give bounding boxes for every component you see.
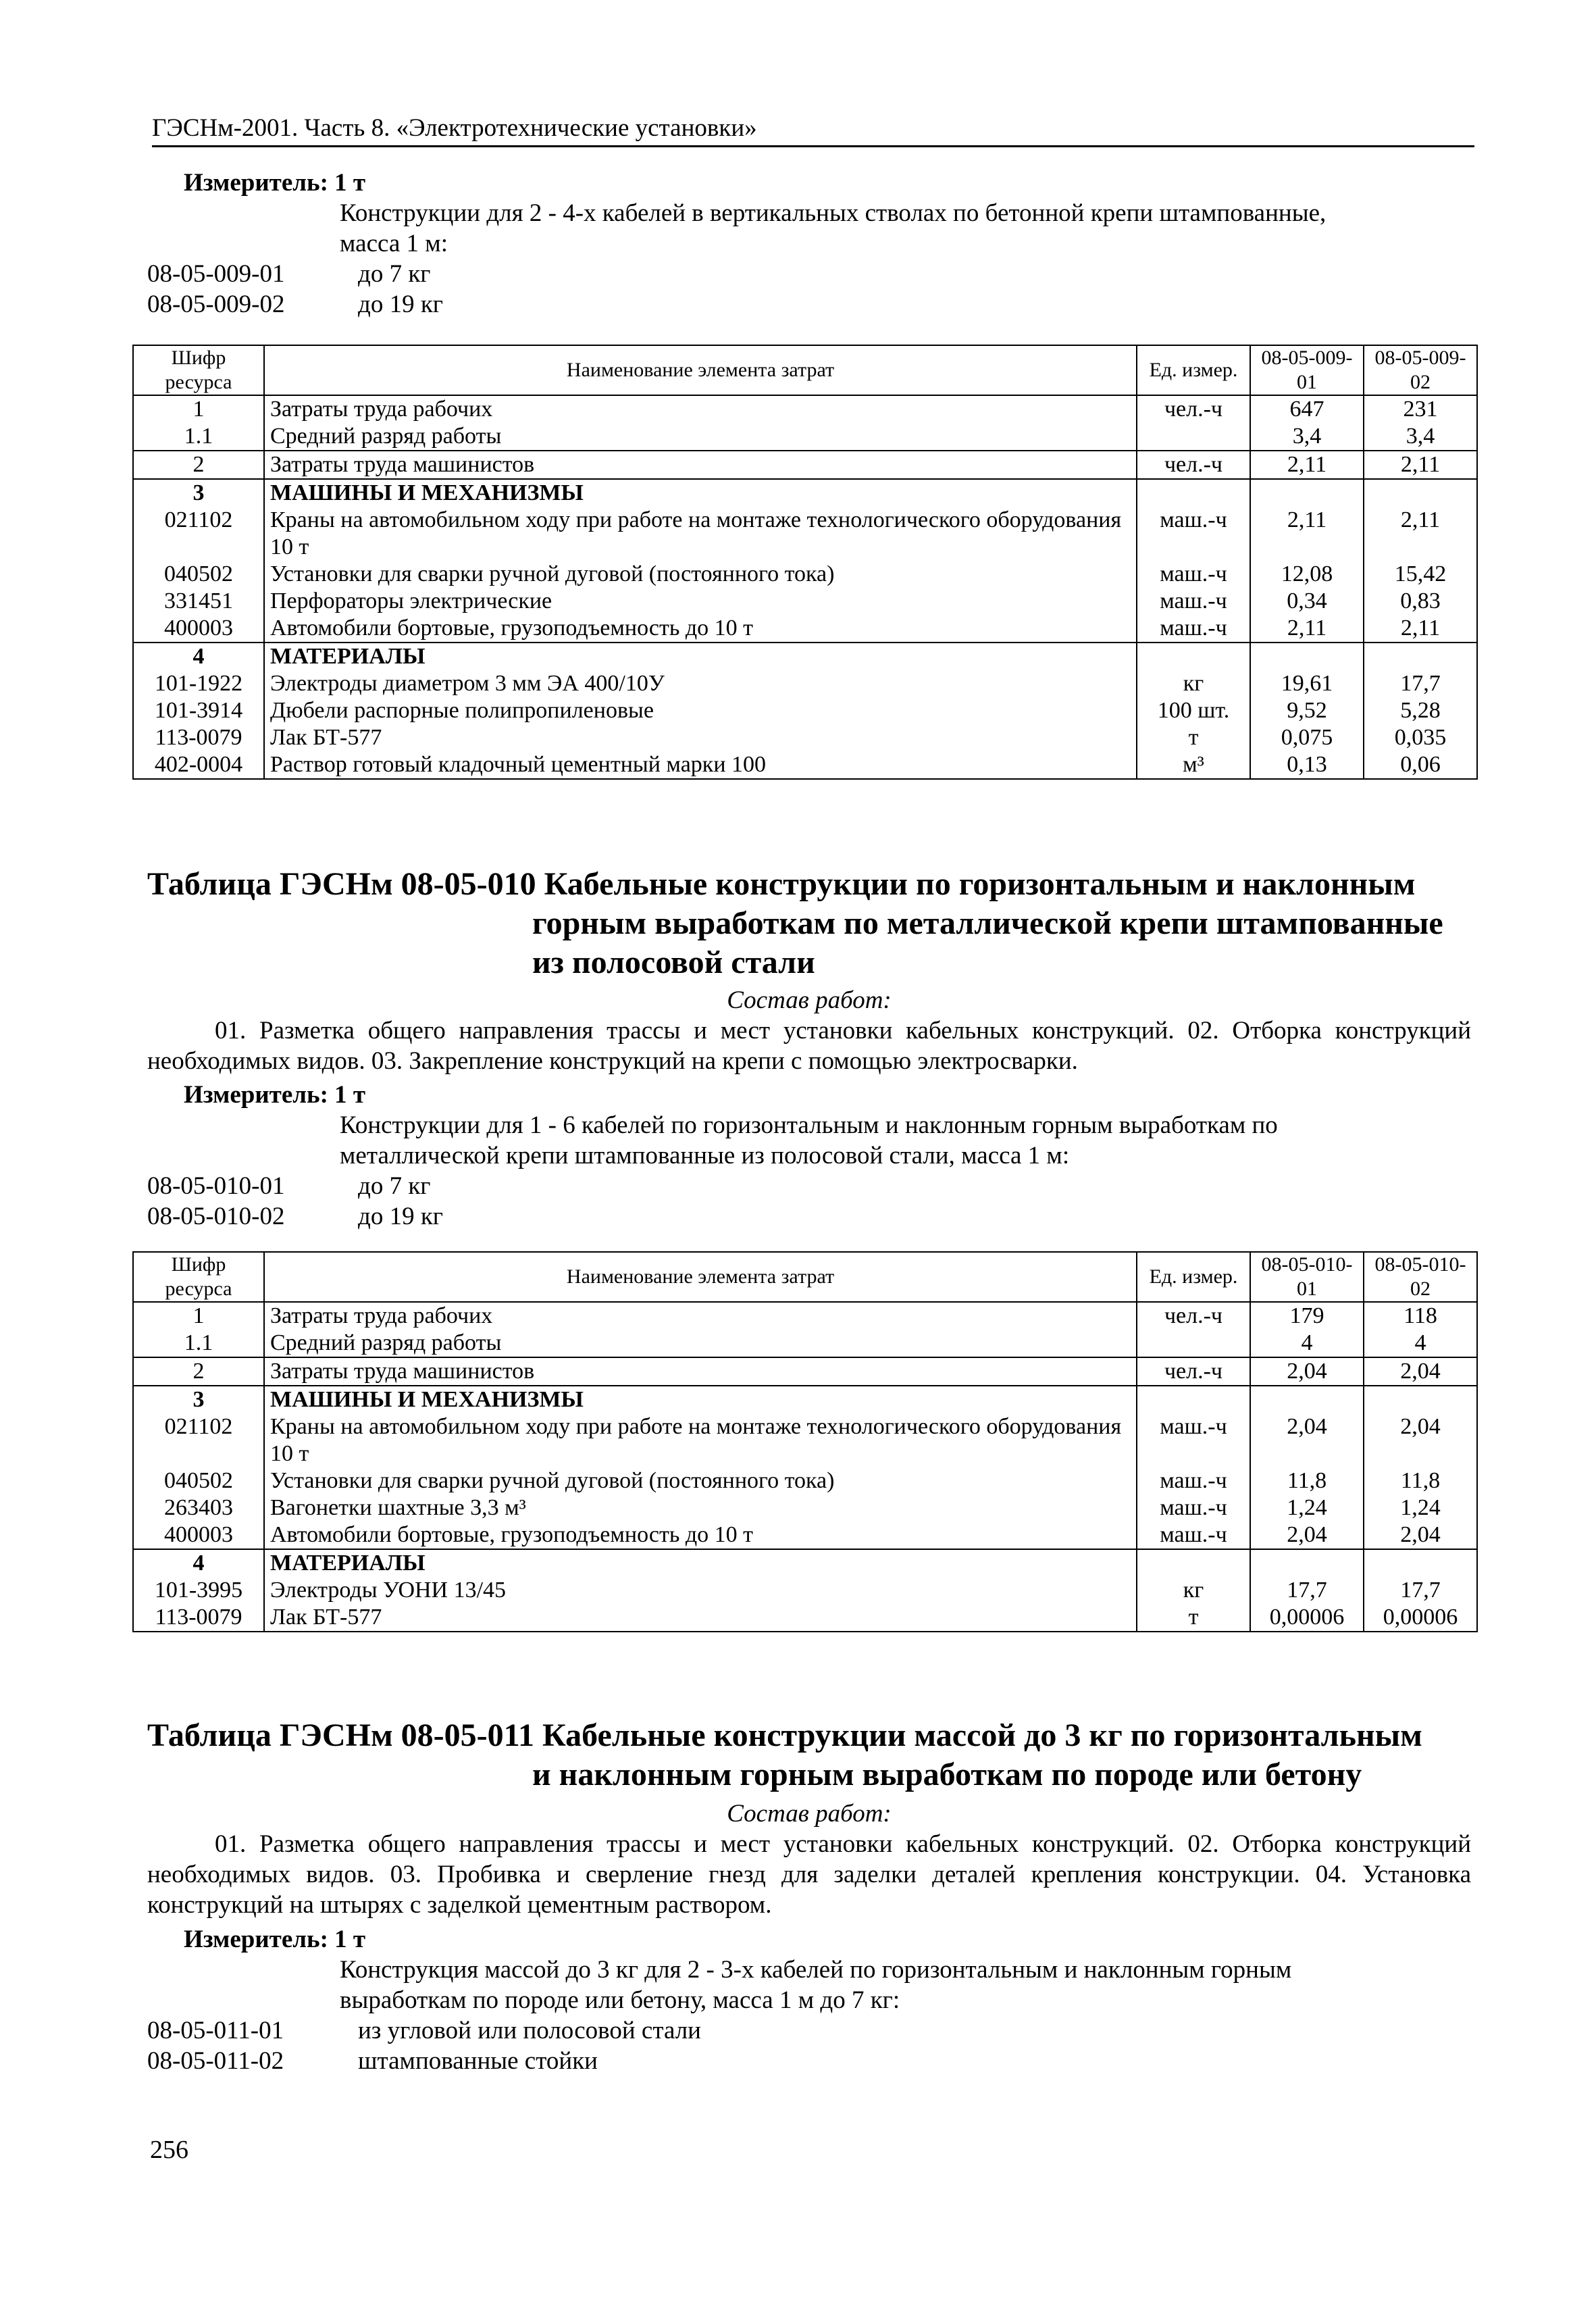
cell-name: Перфораторы электрические <box>264 588 1137 615</box>
cell-code: 2 <box>133 451 264 479</box>
cell-value-2 <box>1364 1386 1477 1413</box>
cell-name: Краны на автомобильном ходу при работе на монтаже технологического оборудования 10 т <box>264 507 1137 561</box>
cell-name: Средний разряд работы <box>264 423 1137 451</box>
cell-name: Лак БТ-577 <box>264 1604 1137 1632</box>
norm-code-text: штампованные стойки <box>358 2047 598 2075</box>
table-row <box>133 507 1477 561</box>
norm-code-row <box>147 289 1471 320</box>
header-unit: Ед. измер. <box>1137 345 1250 395</box>
cell-value-1: 2,11 <box>1250 615 1364 643</box>
measure-label: Измеритель: 1 т <box>184 1926 366 1953</box>
cell-value-1: 0,34 <box>1250 588 1364 615</box>
measure-description: Конструкции для 2 - 4-х кабелей в вертикальных стволах по бетонной крепи штампованные, <box>340 199 1327 227</box>
table-row <box>133 697 1477 724</box>
work-composition-3 <box>147 1799 1471 1920</box>
cell-value-2: 0,00006 <box>1364 1604 1477 1632</box>
cell-value-2: 5,28 <box>1364 697 1477 724</box>
cell-unit: м³ <box>1137 751 1250 779</box>
cell-unit: т <box>1137 724 1250 751</box>
table-title-3 <box>147 1716 1485 1794</box>
cell-value-2: 17,7 <box>1364 670 1477 697</box>
cell-value-1: 19,61 <box>1250 670 1364 697</box>
work-composition-title: Состав работ: <box>727 986 892 1014</box>
header-name: Наименование элемента затрат <box>264 345 1137 395</box>
cell-value-1 <box>1250 643 1364 670</box>
cell-code: 4 <box>133 1549 264 1577</box>
resource-table-1 <box>132 345 1478 780</box>
norm-code: 08-05-010-01 <box>147 1172 285 1200</box>
norm-code-row <box>147 2015 1471 2046</box>
cell-code: 400003 <box>133 615 264 643</box>
table-row <box>133 1494 1477 1521</box>
cell-unit <box>1137 1549 1250 1577</box>
measure-block-1 <box>147 168 1471 320</box>
cell-value-2: 2,04 <box>1364 1357 1477 1386</box>
cell-unit: кг <box>1137 670 1250 697</box>
table-row <box>133 451 1477 479</box>
header-name: Наименование элемента затрат <box>264 1252 1137 1302</box>
table-row <box>133 588 1477 615</box>
cell-value-2: 231 <box>1364 395 1477 423</box>
work-composition-text: 01. Разметка общего направления трассы и мест установки кабельных конструкций. 02. Отборка конструкций необходимых видов. 03. Закрепление конструкций на крепи с помощью электросварки. <box>147 1017 1471 1075</box>
cell-unit: 100 шт. <box>1137 697 1250 724</box>
cell-code: 040502 <box>133 561 264 588</box>
norm-code-text: до 19 кг <box>358 291 443 318</box>
resource-table-2 <box>132 1251 1478 1632</box>
cell-unit: т <box>1137 1604 1250 1632</box>
cell-value-1: 3,4 <box>1250 423 1364 451</box>
table-header-row <box>133 1252 1477 1302</box>
cell-unit: чел.-ч <box>1137 451 1250 479</box>
cell-value-1 <box>1250 1549 1364 1577</box>
cell-value-1: 9,52 <box>1250 697 1364 724</box>
cell-code: 040502 <box>133 1467 264 1494</box>
cell-unit <box>1137 1330 1250 1357</box>
table-row <box>133 643 1477 670</box>
norm-code: 08-05-009-02 <box>147 291 285 318</box>
cell-name: Лак БТ-577 <box>264 724 1137 751</box>
cell-code: 021102 <box>133 507 264 561</box>
cell-unit: маш.-ч <box>1137 1521 1250 1549</box>
cell-value-1: 647 <box>1250 395 1364 423</box>
cell-name: Автомобили бортовые, грузоподъемность до 10 т <box>264 1521 1137 1549</box>
cell-value-2: 2,11 <box>1364 615 1477 643</box>
cell-value-1: 2,04 <box>1250 1357 1364 1386</box>
table-row <box>133 751 1477 779</box>
measure-block-2 <box>147 1080 1471 1232</box>
cell-unit: чел.-ч <box>1137 395 1250 423</box>
table-row <box>133 395 1477 423</box>
cell-name: Установки для сварки ручной дуговой (постоянного тока) <box>264 561 1137 588</box>
cell-value-2: 1,24 <box>1364 1494 1477 1521</box>
cell-value-1 <box>1250 479 1364 507</box>
cell-unit: чел.-ч <box>1137 1357 1250 1386</box>
cell-value-1: 4 <box>1250 1330 1364 1357</box>
cell-code: 021102 <box>133 1413 264 1467</box>
cell-code: 1.1 <box>133 423 264 451</box>
cell-value-1: 0,075 <box>1250 724 1364 751</box>
cell-value-1: 12,08 <box>1250 561 1364 588</box>
cell-name: Затраты труда машинистов <box>264 451 1137 479</box>
table-row <box>133 1521 1477 1549</box>
cell-name: Установки для сварки ручной дуговой (постоянного тока) <box>264 1467 1137 1494</box>
cell-unit: маш.-ч <box>1137 507 1250 561</box>
cell-code: 400003 <box>133 1521 264 1549</box>
cell-name: Средний разряд работы <box>264 1330 1137 1357</box>
cell-name: Краны на автомобильном ходу при работе на монтаже технологического оборудования 10 т <box>264 1413 1137 1467</box>
table-row <box>133 1302 1477 1330</box>
table-row <box>133 561 1477 588</box>
cell-value-1: 2,04 <box>1250 1521 1364 1549</box>
norm-code: 08-05-009-01 <box>147 260 285 288</box>
norm-code-row <box>147 1171 1471 1201</box>
table-title-line: Таблица ГЭСНм 08-05-011 Кабельные конструкции массой до 3 кг по горизонтальным <box>147 1717 1422 1753</box>
measure-description: Конструкции для 1 - 6 кабелей по горизонтальным и наклонным горным выработкам по <box>340 1111 1278 1139</box>
cell-name: Затраты труда рабочих <box>264 1302 1137 1330</box>
measure-description-cont: металлической крепи штампованные из полосовой стали, масса 1 м: <box>340 1142 1070 1169</box>
cell-code: 4 <box>133 643 264 670</box>
cell-name: МАШИНЫ И МЕХАНИЗМЫ <box>264 479 1137 507</box>
cell-unit <box>1137 479 1250 507</box>
cell-unit: маш.-ч <box>1137 1494 1250 1521</box>
cell-unit <box>1137 423 1250 451</box>
cell-value-2: 2,11 <box>1364 451 1477 479</box>
cell-value-2: 2,04 <box>1364 1413 1477 1467</box>
cell-value-1: 11,8 <box>1250 1467 1364 1494</box>
table-title-line: горным выработкам по металлической крепи штампованные <box>532 905 1443 941</box>
cell-value-2: 118 <box>1364 1302 1477 1330</box>
cell-value-2 <box>1364 479 1477 507</box>
cell-value-2: 2,11 <box>1364 507 1477 561</box>
cell-code: 3 <box>133 479 264 507</box>
norm-code-text: до 7 кг <box>358 260 431 288</box>
cell-value-2: 15,42 <box>1364 561 1477 588</box>
cell-value-2: 3,4 <box>1364 423 1477 451</box>
table-row <box>133 1549 1477 1577</box>
cell-unit: маш.-ч <box>1137 588 1250 615</box>
table-title-line: из полосовой стали <box>532 945 815 980</box>
measure-description: Конструкция массой до 3 кг для 2 - 3-х кабелей по горизонтальным и наклонным горным <box>340 1956 1292 1984</box>
norm-code: 08-05-011-02 <box>147 2047 284 2075</box>
cell-unit <box>1137 1386 1250 1413</box>
table-row <box>133 615 1477 643</box>
cell-code: 113-0079 <box>133 724 264 751</box>
cell-name: Автомобили бортовые, грузоподъемность до 10 т <box>264 615 1137 643</box>
table-row <box>133 724 1477 751</box>
measure-label: Измеритель: 1 т <box>184 1081 366 1109</box>
cell-name: МАШИНЫ И МЕХАНИЗМЫ <box>264 1386 1137 1413</box>
cell-name: Затраты труда рабочих <box>264 395 1137 423</box>
measure-label: Измеритель: 1 т <box>184 169 366 197</box>
norm-code-row <box>147 1201 1471 1232</box>
cell-code: 101-3914 <box>133 697 264 724</box>
table-row <box>133 423 1477 451</box>
table-title-line: Таблица ГЭСНм 08-05-010 Кабельные конструкции по горизонтальным и наклонным <box>147 866 1416 902</box>
cell-unit: чел.-ч <box>1137 1302 1250 1330</box>
table-row <box>133 1386 1477 1413</box>
work-composition-title: Состав работ: <box>727 1800 892 1828</box>
cell-value-2: 0,035 <box>1364 724 1477 751</box>
norm-code-row <box>147 2046 1471 2076</box>
cell-name: МАТЕРИАЛЫ <box>264 1549 1137 1577</box>
cell-value-2: 4 <box>1364 1330 1477 1357</box>
cell-code: 331451 <box>133 588 264 615</box>
table-row <box>133 670 1477 697</box>
cell-value-1: 179 <box>1250 1302 1364 1330</box>
table-row <box>133 1604 1477 1632</box>
cell-value-1 <box>1250 1386 1364 1413</box>
cell-name: МАТЕРИАЛЫ <box>264 643 1137 670</box>
cell-name: Электроды диаметром 3 мм ЭА 400/10У <box>264 670 1137 697</box>
cell-value-2: 0,83 <box>1364 588 1477 615</box>
norm-code: 08-05-010-02 <box>147 1203 285 1230</box>
norm-code: 08-05-011-01 <box>147 2017 284 2044</box>
cell-name: Вагонетки шахтные 3,3 м³ <box>264 1494 1137 1521</box>
cell-code: 263403 <box>133 1494 264 1521</box>
work-composition-2 <box>147 985 1471 1076</box>
page-number: 256 <box>150 2136 188 2164</box>
header-col2: 08-05-010-02 <box>1364 1252 1477 1302</box>
table-title-2 <box>147 865 1485 982</box>
cell-code: 113-0079 <box>133 1604 264 1632</box>
cell-value-2: 17,7 <box>1364 1577 1477 1604</box>
cell-code: 101-1922 <box>133 670 264 697</box>
norm-code-text: до 19 кг <box>358 1203 443 1230</box>
cell-value-1: 0,00006 <box>1250 1604 1364 1632</box>
cell-code: 402-0004 <box>133 751 264 779</box>
header-code: Шифр ресурса <box>133 345 264 395</box>
cell-name: Электроды УОНИ 13/45 <box>264 1577 1137 1604</box>
header-col2: 08-05-009-02 <box>1364 345 1477 395</box>
cell-code: 1 <box>133 395 264 423</box>
cell-value-2: 0,06 <box>1364 751 1477 779</box>
cell-value-2: 2,04 <box>1364 1521 1477 1549</box>
table-row <box>133 1357 1477 1386</box>
cell-unit: кг <box>1137 1577 1250 1604</box>
cell-value-1: 2,11 <box>1250 451 1364 479</box>
cell-value-1: 17,7 <box>1250 1577 1364 1604</box>
table-row <box>133 1330 1477 1357</box>
cell-value-1: 0,13 <box>1250 751 1364 779</box>
cell-code: 1.1 <box>133 1330 264 1357</box>
cell-value-1: 2,04 <box>1250 1413 1364 1467</box>
header-unit: Ед. измер. <box>1137 1252 1250 1302</box>
table-row <box>133 1467 1477 1494</box>
norm-code-text: из угловой или полосовой стали <box>358 2017 701 2044</box>
table-row <box>133 1577 1477 1604</box>
cell-name: Дюбели распорные полипропиленовые <box>264 697 1137 724</box>
work-composition-text: 01. Разметка общего направления трассы и мест установки кабельных конструкций. 02. Отборка конструкций необходимых видов. 03. Пробивка и сверление гнезд для заделки деталей крепления конструкции. 04. Установка конструкций на штырях с заделкой цементным раствором. <box>147 1830 1471 1919</box>
cell-code: 2 <box>133 1357 264 1386</box>
cell-name: Раствор готовый кладочный цементный марки 100 <box>264 751 1137 779</box>
cell-code: 1 <box>133 1302 264 1330</box>
cell-unit: маш.-ч <box>1137 561 1250 588</box>
header-col1: 08-05-010-01 <box>1250 1252 1364 1302</box>
cell-code: 3 <box>133 1386 264 1413</box>
cell-value-1: 1,24 <box>1250 1494 1364 1521</box>
running-header: ГЭСНм-2001. Часть 8. «Электротехнические установки» <box>152 114 1474 147</box>
norm-code-text: до 7 кг <box>358 1172 431 1200</box>
table-row <box>133 479 1477 507</box>
header-col1: 08-05-009-01 <box>1250 345 1364 395</box>
cell-value-1: 2,11 <box>1250 507 1364 561</box>
cell-unit: маш.-ч <box>1137 1467 1250 1494</box>
table-title-line: и наклонным горным выработкам по породе или бетону <box>532 1757 1362 1792</box>
cell-unit: маш.-ч <box>1137 1413 1250 1467</box>
norm-code-row <box>147 259 1471 289</box>
cell-code: 101-3995 <box>133 1577 264 1604</box>
table-row <box>133 1413 1477 1467</box>
cell-value-2 <box>1364 1549 1477 1577</box>
measure-description-cont: масса 1 м: <box>340 230 448 257</box>
header-code: Шифр ресурса <box>133 1252 264 1302</box>
measure-block-3 <box>147 1924 1471 2076</box>
cell-name: Затраты труда машинистов <box>264 1357 1137 1386</box>
measure-description-cont: выработкам по породе или бетону, масса 1 м до 7 кг: <box>340 1986 900 2014</box>
cell-value-2: 11,8 <box>1364 1467 1477 1494</box>
table-header-row <box>133 345 1477 395</box>
cell-unit: маш.-ч <box>1137 615 1250 643</box>
cell-unit <box>1137 643 1250 670</box>
cell-value-2 <box>1364 643 1477 670</box>
